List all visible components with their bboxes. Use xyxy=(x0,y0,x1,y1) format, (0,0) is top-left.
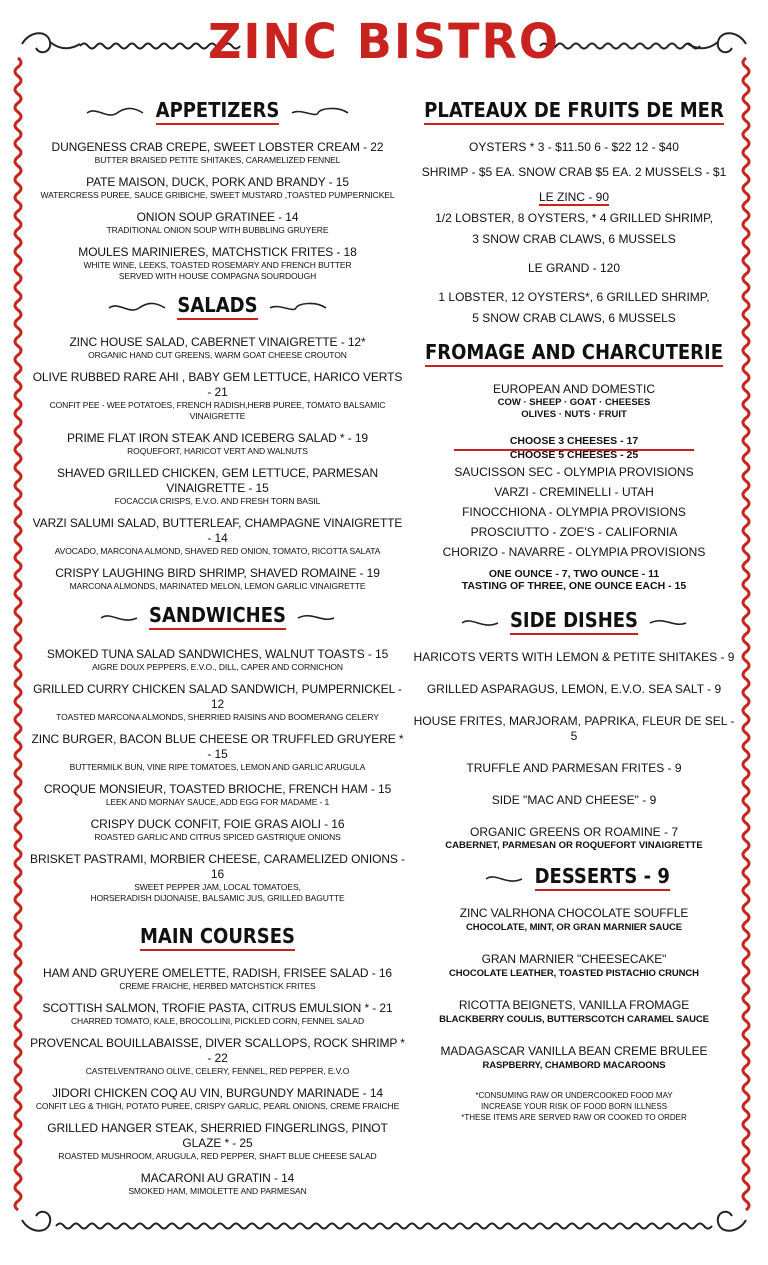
menu-item xyxy=(30,1001,405,1027)
fromage-line-1: EUROPEAN AND DOMESTIC xyxy=(492,382,656,396)
sides-title: SIDE DISHES xyxy=(510,606,638,635)
menu-item-description: ORGANIC HAND CUT GREENS, WARM GOAT CHEESE CROUTON xyxy=(88,350,347,360)
menu-item-name: MACARONI AU GRATIN - 14 xyxy=(140,1171,295,1185)
left-column xyxy=(30,96,405,1206)
menu-item xyxy=(30,647,405,673)
fromage-line-3: OLIVES · NUTS · FRUIT xyxy=(521,409,627,420)
flourish-icon xyxy=(460,616,500,630)
mains-title: MAIN COURSES xyxy=(140,922,295,951)
side-dish-item: TRUFFLE AND PARMESAN FRITES - 9 xyxy=(466,761,682,775)
menu-item-description: CREME FRAICHE, HERBED MATCHSTICK FRITES xyxy=(119,981,316,991)
notice-line: *CONSUMING RAW OR UNDERCOOKED FOOD MAY xyxy=(475,1091,673,1100)
sandwiches-title: SANDWICHES xyxy=(149,601,286,630)
menu-item-name: BRISKET PASTRAMI, MORBIER CHEESE, CARAMELIZED ONIONS - 16 xyxy=(30,852,405,881)
dessert-name: RICOTTA BEIGNETS, VANILLA FROMAGE xyxy=(458,998,690,1012)
menu-item xyxy=(30,1086,405,1112)
le-grand-desc-1: 1 LOBSTER, 12 OYSTERS*, 6 GRILLED SHRIMP, xyxy=(438,290,710,304)
charcuterie-item: SAUCISSON SEC - OLYMPIA PROVISIONS xyxy=(454,465,694,479)
desserts-list xyxy=(410,906,738,1072)
salads-heading xyxy=(30,291,405,325)
charcuterie-item: PROSCIUTTO - ZOE'S - CALIFORNIA xyxy=(470,525,678,539)
plateaux-heading xyxy=(410,96,738,130)
flourish-icon xyxy=(99,611,139,625)
appetizers-title: APPETIZERS xyxy=(156,96,280,125)
sides-heading xyxy=(410,606,738,640)
menu-item-name: HAM AND GRUYERE OMELETTE, RADISH, FRISEE SALAD - 16 xyxy=(43,966,392,980)
menu-item-description: ROASTED GARLIC AND CITRUS SPICED GASTRIQUE ONIONS xyxy=(94,832,341,842)
oysters-price: OYSTERS * 3 - $11.50 6 - $22 12 - $40 xyxy=(469,140,679,154)
dessert-description: BLACKBERRY COULIS, BUTTERSCOTCH CARAMEL SAUCE xyxy=(439,1014,709,1025)
menu-item-description: AVOCADO, MARCONA ALMOND, SHAVED RED ONION, TOMATO, RICOTTA SALATA xyxy=(54,546,381,556)
charcuterie-item: FINOCCHIONA - OLYMPIA PROVISIONS xyxy=(462,505,686,519)
flourish-icon xyxy=(107,301,167,315)
salads-list xyxy=(30,335,405,592)
menu-item xyxy=(30,732,405,773)
menu-item xyxy=(30,817,405,843)
menu-item-name: CRISPY LAUGHING BIRD SHRIMP, SHAVED ROMAINE - 19 xyxy=(55,566,380,580)
menu-item xyxy=(30,782,405,808)
menu-item xyxy=(30,466,405,507)
le-grand-desc-2: 5 SNOW CRAB CLAWS, 6 MUSSELS xyxy=(472,311,676,325)
menu-item-name: PATE MAISON, DUCK, PORK AND BRANDY - 15 xyxy=(86,175,349,189)
menu-item-name: ZINC BURGER, BACON BLUE CHEESE OR TRUFFLED GRUYERE * - 15 xyxy=(31,732,404,761)
restaurant-title: ZINC BISTRO xyxy=(208,12,560,70)
menu-item-description: CONFIT PEE - WEE POTATOES, FRENCH RADISH,HERB PUREE, TOMATO BALSAMIC VINAIGRETTE xyxy=(49,400,386,421)
menu-item-description: TOASTED MARCONA ALMONDS, SHERRIED RAISINS AND BOOMERANG CELERY xyxy=(56,712,379,722)
dessert-name: GRAN MARNIER "CHEESECAKE" xyxy=(481,952,667,966)
mains-list xyxy=(30,966,405,1197)
flourish-icon xyxy=(85,106,145,120)
dessert-item xyxy=(410,952,738,980)
menu-item xyxy=(30,966,405,992)
menu-item xyxy=(30,431,405,457)
dessert-name: ZINC VALRHONA CHOCOLATE SOUFFLE xyxy=(459,906,689,920)
side-dish-item: HOUSE FRITES, MARJORAM, PAPRIKA, FLEUR DE SEL - 5 xyxy=(413,714,735,743)
menu-item xyxy=(30,245,405,282)
side-dish-item: HARICOTS VERTS WITH LEMON & PETITE SHITAKES - 9 xyxy=(413,650,735,664)
menu-item xyxy=(30,1121,405,1162)
menu-item-description: ROQUEFORT, HARICOT VERT AND WALNUTS xyxy=(127,446,308,456)
dessert-item xyxy=(410,906,738,934)
menu-item-name: VARZI SALUMI SALAD, BUTTERLEAF, CHAMPAGNE VINAIGRETTE - 14 xyxy=(32,516,403,545)
menu-item xyxy=(30,682,405,723)
greens-title: ORGANIC GREENS OR ROAMINE - 7 xyxy=(469,825,679,839)
menu-item-name: GRILLED CURRY CHICKEN SALAD SANDWICH, PUMPERNICKEL - 12 xyxy=(33,682,402,711)
menu-item-description: SMOKED HAM, MIMOLETTE AND PARMESAN xyxy=(128,1186,307,1196)
flourish-icon xyxy=(268,301,328,315)
ounce-prices: ONE OUNCE - 7, TWO OUNCE - 11 xyxy=(488,568,660,580)
bottom-left-flourish-icon xyxy=(22,1212,50,1231)
charcuterie-item: VARZI - CREMINELLI - UTAH xyxy=(494,485,654,499)
menu-item xyxy=(30,140,405,166)
menu-item xyxy=(30,1036,405,1077)
greens-desc: CABERNET, PARMESAN OR ROQUEFORT VINAIGRETTE xyxy=(445,840,703,851)
menu-item-name: GRILLED HANGER STEAK, SHERRIED FINGERLINGS, PINOT GLAZE * - 25 xyxy=(47,1121,388,1150)
charcuterie-item: CHORIZO - NAVARRE - OLYMPIA PROVISIONS xyxy=(442,545,706,559)
salads-title: SALADS xyxy=(177,291,257,320)
side-dish-item: SIDE "MAC AND CHEESE" - 9 xyxy=(491,793,657,807)
menu-item-name: MOULES MARINIERES, MATCHSTICK FRITES - 18 xyxy=(78,245,357,259)
menu-item-description: BUTTERMILK BUN, VINE RIPE TOMATOES, LEMON AND GARLIC ARUGULA xyxy=(69,762,366,772)
menu-item-description: MARCONA ALMONDS, MARINATED MELON, LEMON GARLIC VINAIGRETTE xyxy=(69,581,366,591)
choose-5-cheeses: CHOOSE 5 CHEESES - 25 xyxy=(509,449,639,461)
choose-3-cheeses: CHOOSE 3 CHEESES - 17 xyxy=(509,435,639,447)
menu-item xyxy=(30,175,405,201)
sides-list xyxy=(410,650,738,808)
menu-item-name: SMOKED TUNA SALAD SANDWICHES, WALNUT TOASTS - 15 xyxy=(46,647,389,661)
menu-item xyxy=(30,852,405,904)
dessert-description: CHOCOLATE LEATHER, TOASTED PISTACHIO CRUNCH xyxy=(449,968,699,979)
menu-item-description: CHARRED TOMATO, KALE, BROCOLLINI, PICKLED CORN, FENNEL SALAD xyxy=(71,1016,364,1026)
menu-item-name: OLIVE RUBBED RARE AHI , BABY GEM LETTUCE, HARICO VERTS - 21 xyxy=(32,370,403,399)
menu-item-description: AIGRE DOUX PEPPERS, E.V.O., DILL, CAPER AND CORNICHON xyxy=(92,662,343,672)
dessert-item xyxy=(410,998,738,1026)
menu-item-name: SHAVED GRILLED CHICKEN, GEM LETTUCE, PARMESAN VINAIGRETTE - 15 xyxy=(56,466,379,495)
charcuterie-list xyxy=(410,465,738,560)
flourish-icon xyxy=(290,106,350,120)
menu-item-name: JIDORI CHICKEN COQ AU VIN, BURGUNDY MARINADE - 14 xyxy=(52,1086,383,1100)
bottom-right-flourish-icon xyxy=(718,1212,746,1231)
flourish-icon xyxy=(296,611,336,625)
le-zinc-desc-1: 1/2 LOBSTER, 8 OYSTERS, * 4 GRILLED SHRIMP, xyxy=(435,211,713,225)
menu-item-name: SCOTTISH SALMON, TROFIE PASTA, CITRUS EMULSION * - 21 xyxy=(42,1001,393,1015)
menu-item-name: CROQUE MONSIEUR, TOASTED BRIOCHE, FRENCH HAM - 15 xyxy=(43,782,392,796)
menu-item xyxy=(30,335,405,361)
menu-item-description: CONFIT LEG & THIGH, POTATO PUREE, CRISPY GARLIC, PEARL ONIONS, CREME FRAICHE xyxy=(35,1101,400,1111)
dessert-description: CHOCOLATE, MINT, OR GRAN MARNIER SAUCE xyxy=(465,922,683,933)
menu-item-name: PRIME FLAT IRON STEAK AND ICEBERG SALAD * - 19 xyxy=(66,431,369,445)
sandwiches-list xyxy=(30,647,405,904)
menu-item-description: WHITE WINE, LEEKS, TOASTED ROSEMARY AND FRENCH BUTTER xyxy=(83,260,352,270)
menu-item-description: TRADITIONAL ONION SOUP WITH BUBBLING GRUYERE xyxy=(106,225,329,235)
fromage-line-2: COW · SHEEP · GOAT · CHEESES xyxy=(497,397,651,408)
right-column xyxy=(410,96,738,1123)
menu-item-description: SWEET PEPPER JAM, LOCAL TOMATOES, xyxy=(134,882,301,892)
desserts-title: DESSERTS - 9 xyxy=(535,862,670,891)
flourish-icon xyxy=(484,872,524,886)
plateaux-title: PLATEAUX DE FRUITS DE MER xyxy=(424,96,724,125)
dessert-name: MADAGASCAR VANILLA BEAN CREME BRULEE xyxy=(440,1044,708,1058)
notice-line: INCREASE YOUR RISK OF FOOD BORN ILLNESS xyxy=(480,1102,668,1111)
menu-item-description: BUTTER BRAISED PETITE SHITAKES, CARAMELIZED FENNEL xyxy=(94,155,341,165)
shellfish-prices: SHRIMP - $5 EA. SNOW CRAB $5 EA. 2 MUSSELS - $1 xyxy=(421,165,727,179)
menu-item-description: CASTELVENTRANO OLIVE, CELERY, FENNEL, RED PEPPER, E.V.O xyxy=(85,1066,350,1076)
menu-item xyxy=(30,566,405,592)
menu-item xyxy=(30,1171,405,1197)
menu-item xyxy=(30,516,405,557)
le-grand-title: LE GRAND - 120 xyxy=(527,261,621,275)
tasting-price: TASTING OF THREE, ONE OUNCE EACH - 15 xyxy=(461,580,687,592)
le-zinc-title xyxy=(410,190,738,205)
menu-item-description: HORSERADISH DIJONAISE, BALSAMIC JUS, GRILLED BAGUTTE xyxy=(90,893,345,903)
menu-item-name: CRISPY DUCK CONFIT, FOIE GRAS AIOLI - 16 xyxy=(90,817,345,831)
menu-item-name: ZINC HOUSE SALAD, CABERNET VINAIGRETTE - 12* xyxy=(69,335,366,349)
raw-food-notice xyxy=(410,1090,738,1123)
menu-item-name: PROVENCAL BOUILLABAISSE, DIVER SCALLOPS, ROCK SHRIMP * - 22 xyxy=(30,1036,405,1065)
fromage-title: FROMAGE AND CHARCUTERIE xyxy=(425,338,723,367)
dessert-description: RASPBERRY, CHAMBORD MACAROONS xyxy=(482,1060,666,1071)
menu-item-name: DUNGENESS CRAB CREPE, SWEET LOBSTER CREAM - 22 xyxy=(51,140,384,154)
menu-item-description: LEEK AND MORNAY SAUCE, ADD EGG FOR MADAME - 1 xyxy=(105,797,330,807)
menu-item-description: FOCACCIA CRISPS, E.V.O. AND FRESH TORN BASIL xyxy=(114,496,321,506)
mains-heading xyxy=(30,922,405,956)
menu-item-description: WATERCRESS PUREE, SAUCE GRIBICHE, SWEET MUSTARD ,TOASTED PUMPERNICKEL xyxy=(40,190,395,200)
fromage-heading xyxy=(410,338,738,372)
side-dish-item: GRILLED ASPARAGUS, LEMON, E.V.O. SEA SALT - 9 xyxy=(426,682,722,696)
menu-item-description: SERVED WITH HOUSE COMPAGNA SOURDOUGH xyxy=(118,271,317,281)
flourish-icon xyxy=(648,616,688,630)
le-zinc-label: LE ZINC - 90 xyxy=(538,190,610,204)
menu-item-description: ROASTED MUSHROOM, ARUGULA, RED PEPPER, SHAFT BLUE CHEESE SALAD xyxy=(58,1151,377,1161)
sandwiches-heading xyxy=(30,601,405,635)
menu-item-name: ONION SOUP GRATINEE - 14 xyxy=(136,210,299,224)
menu-item xyxy=(30,210,405,236)
dessert-item xyxy=(410,1044,738,1072)
menu-item xyxy=(30,370,405,422)
appetizers-list xyxy=(30,140,405,282)
le-zinc-desc-2: 3 SNOW CRAB CLAWS, 6 MUSSELS xyxy=(472,232,676,246)
notice-line: *THESE ITEMS ARE SERVED RAW OR COOKED TO ORDER xyxy=(461,1113,687,1122)
appetizers-heading xyxy=(30,96,405,130)
desserts-heading xyxy=(410,862,738,896)
